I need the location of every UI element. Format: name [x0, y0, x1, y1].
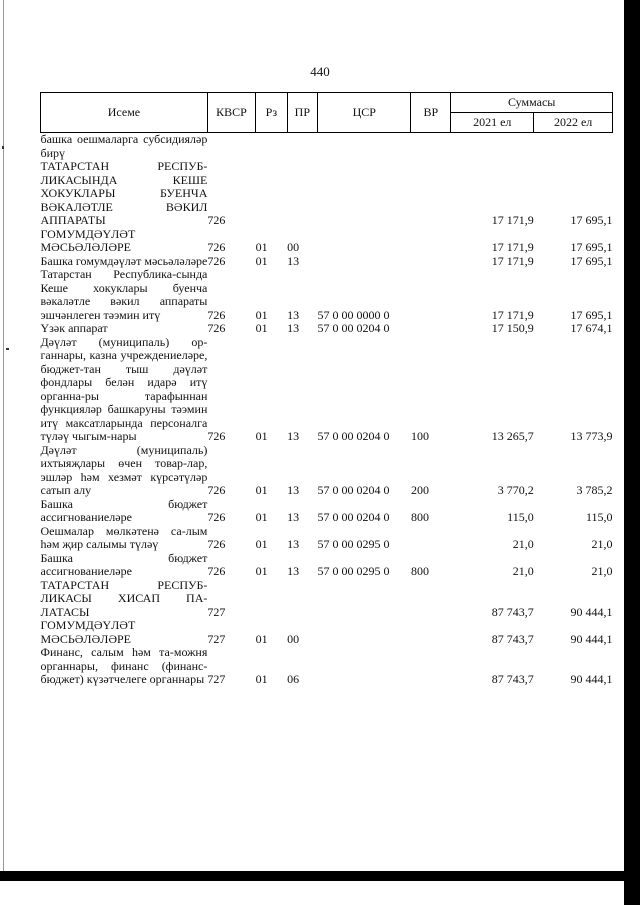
row-sum-2022: 90 444,1	[570, 604, 613, 619]
scan-speck	[6, 348, 9, 350]
row-pr: 06	[287, 672, 300, 686]
table-row	[41, 268, 613, 322]
row-csr	[318, 619, 411, 646]
row-name: ГОМУМДӘҮЛӘТ МӘСЬӘЛӘЛӘРЕ	[40, 226, 136, 254]
row-sum-2021: 87 743,7	[491, 672, 534, 686]
row-csr: 57 0 00 0204 0	[317, 429, 390, 443]
row-vr	[411, 646, 451, 687]
row-csr: 57 0 00 0000 0	[317, 307, 390, 322]
row-sum-2022: 90 444,1	[570, 631, 613, 646]
row-pr: 13	[287, 429, 300, 443]
row-csr: 57 0 00 0204 0	[317, 483, 390, 497]
row-name: ТАТАРСТАН РЕСПУБ-ЛИКАСЫ ХИСАП ПА-ЛАТАСЫ	[40, 577, 208, 619]
row-csr: 57 0 00 0204 0	[317, 321, 390, 335]
row-sum-2022: 21,0	[591, 537, 613, 551]
table-row	[41, 498, 613, 525]
row-pr	[287, 579, 317, 620]
row-sum-2022: 21,0	[591, 564, 613, 578]
table-row	[41, 133, 613, 161]
row-name: башка оешмаларга субсидияләр бирү	[40, 132, 208, 160]
table-header	[41, 93, 613, 133]
row-sum-2021	[451, 133, 534, 161]
scan-speck	[2, 146, 4, 149]
row-csr: 57 0 00 0204 0	[317, 510, 390, 524]
header-csr: ЦСР	[318, 93, 411, 133]
row-kvsr: 727	[207, 672, 226, 686]
row-name: Башка бюджет ассигнованиеләре	[40, 550, 208, 578]
header-rz: Рз	[256, 93, 287, 133]
header-pr: ПР	[287, 93, 317, 133]
row-sum-2021: 17 150,9	[491, 321, 534, 335]
row-sum-2021: 87 743,7	[491, 631, 534, 646]
row-sum-2022: 17 674,1	[570, 321, 613, 335]
header-year-2022: 2022 ел	[534, 113, 613, 133]
row-kvsr	[207, 133, 255, 161]
row-pr	[287, 133, 317, 161]
row-sum-2022: 17 695,1	[570, 240, 613, 254]
row-kvsr: 726	[207, 253, 226, 268]
scan-bottom-edge	[0, 871, 640, 881]
header-year-2021: 2021 ел	[451, 113, 534, 133]
row-vr	[411, 579, 451, 620]
header-sums: Суммасы	[451, 93, 613, 113]
row-rz: 01	[255, 672, 268, 686]
row-vr	[411, 228, 451, 255]
row-kvsr: 726	[207, 240, 226, 254]
row-csr	[318, 133, 411, 161]
row-rz	[256, 133, 287, 161]
row-kvsr: 726	[207, 429, 226, 443]
row-vr	[411, 255, 451, 269]
row-rz: 01	[255, 537, 268, 551]
row-sum-2021: 17 171,9	[491, 240, 534, 254]
row-pr: 13	[287, 510, 300, 524]
row-kvsr: 726	[207, 510, 226, 524]
row-rz	[256, 160, 287, 228]
row-sum-2021: 3 770,2	[497, 483, 534, 497]
table-row	[41, 579, 613, 620]
row-rz: 01	[255, 510, 268, 524]
table-row	[41, 552, 613, 579]
row-sum-2022: 17 695,1	[570, 213, 613, 227]
row-sum-2021: 21,0	[512, 564, 534, 578]
row-sum-2022: 115,0	[585, 510, 613, 524]
row-sum-2022: 3 785,2	[576, 483, 613, 497]
row-sum-2021: 17 171,9	[491, 253, 534, 268]
row-name: Финанс, салым һәм та-можня органнары, финанс (финанс-бюджет) күзәтчелеге органнары	[40, 645, 208, 686]
row-vr	[411, 619, 451, 646]
row-name: ГОМУМДӘҮЛӘТ МӘСЬӘЛӘЛӘРЕ	[40, 618, 136, 646]
row-kvsr: 726	[207, 307, 226, 322]
header-kvsr: КВСР	[207, 93, 255, 133]
row-vr	[411, 133, 451, 161]
row-vr: 200	[410, 483, 429, 497]
row-vr	[411, 160, 451, 228]
row-kvsr: 726	[207, 564, 226, 578]
row-kvsr: 727	[207, 604, 226, 619]
table-body	[41, 133, 613, 687]
row-csr	[318, 160, 411, 228]
table-row	[41, 228, 613, 255]
row-csr	[318, 646, 411, 687]
row-name: Оешмалар мөлкәтенә са-лым һәм җир салымы түләү	[40, 523, 208, 551]
header-vr: ВР	[411, 93, 451, 133]
row-kvsr: 727	[207, 631, 226, 646]
table-row	[41, 160, 613, 228]
scan-right-edge	[624, 0, 640, 905]
row-rz: 01	[255, 564, 268, 578]
row-sum-2021: 115,0	[507, 510, 534, 524]
table-row	[41, 336, 613, 444]
row-csr: 57 0 00 0295 0	[317, 564, 390, 578]
row-pr: 00	[287, 240, 300, 254]
row-sum-2022: 17 695,1	[570, 307, 613, 322]
row-vr	[411, 268, 451, 322]
table-row	[41, 525, 613, 552]
row-sum-2021: 17 171,9	[491, 213, 534, 227]
row-pr: 00	[287, 631, 300, 646]
row-rz: 01	[255, 253, 268, 268]
row-name: ТАТАРСТАН РЕСПУБ-ЛИКАСЫНДА КЕШЕ ХОКУКЛАРЫ БУЕНЧА ВӘКАЛӘТЛЕ ВӘКИЛ АППАРАТЫ	[40, 159, 208, 227]
row-vr: 800	[410, 564, 429, 578]
row-kvsr: 726	[207, 537, 226, 551]
row-name: Башка гомумдәүләт мәсьәләләре	[40, 253, 208, 268]
row-sum-2022: 90 444,1	[570, 672, 613, 686]
table-row	[41, 646, 613, 687]
row-csr	[318, 579, 411, 620]
row-pr: 13	[287, 483, 300, 497]
row-csr	[318, 255, 411, 269]
row-pr: 13	[287, 253, 300, 268]
page-number: 440	[310, 64, 330, 79]
row-rz	[256, 579, 287, 620]
row-pr: 13	[287, 537, 300, 551]
row-csr: 57 0 00 0295 0	[317, 537, 390, 551]
row-kvsr: 726	[207, 213, 226, 227]
scan-left-edge	[3, 0, 4, 880]
row-kvsr: 726	[207, 321, 226, 335]
row-vr: 100	[410, 429, 429, 443]
table-row	[41, 619, 613, 646]
row-pr: 13	[287, 564, 300, 578]
row-rz: 01	[255, 631, 268, 646]
row-name: Башка бюджет ассигнованиеләре	[40, 496, 208, 524]
row-sum-2021: 21,0	[512, 537, 534, 551]
row-rz: 01	[255, 321, 268, 335]
table-row	[41, 322, 613, 336]
row-vr	[411, 525, 451, 552]
row-sum-2022	[534, 133, 613, 161]
row-rz: 01	[255, 240, 268, 254]
row-vr	[411, 322, 451, 336]
row-name: Татарстан Республика-сында Кеше хокуклары буенча вәкаләтле вәкил аппараты эшчәнлеген тәэмин итү	[40, 267, 208, 322]
row-kvsr: 726	[207, 483, 226, 497]
row-sum-2022: 17 695,1	[570, 253, 613, 268]
row-name: Дәүләт (муниципаль) ихтыяҗлары өчен товар-лар, эшләр һәм хезмәт күрсәтүләр сатып алу	[40, 442, 208, 497]
row-rz: 01	[255, 483, 268, 497]
budget-table	[40, 92, 613, 687]
row-sum-2021: 87 743,7	[491, 604, 534, 619]
header-name: Исеме	[41, 93, 208, 133]
table-row	[41, 444, 613, 498]
row-vr: 800	[410, 510, 429, 524]
row-csr	[318, 228, 411, 255]
row-rz: 01	[255, 307, 268, 322]
row-sum-2021: 17 171,9	[491, 307, 534, 322]
row-sum-2022: 13 773,9	[570, 429, 613, 443]
table-row	[41, 255, 613, 269]
row-sum-2021: 13 265,7	[491, 429, 534, 443]
row-pr: 13	[287, 307, 300, 322]
row-pr	[287, 160, 317, 228]
row-pr: 13	[287, 321, 300, 335]
row-rz: 01	[255, 429, 268, 443]
row-name: Дәүләт (муниципаль) ор-ганнары, казна учреждениеләре, бюджет-тан тыш дәүләт фондлары белән идарә итү органна-ры тарафыннан функцияләр башкаруны тәэмин итү максатларында персоналга түләү чыгым-нары	[40, 334, 208, 443]
row-name: Үзәк аппарат	[40, 321, 108, 335]
